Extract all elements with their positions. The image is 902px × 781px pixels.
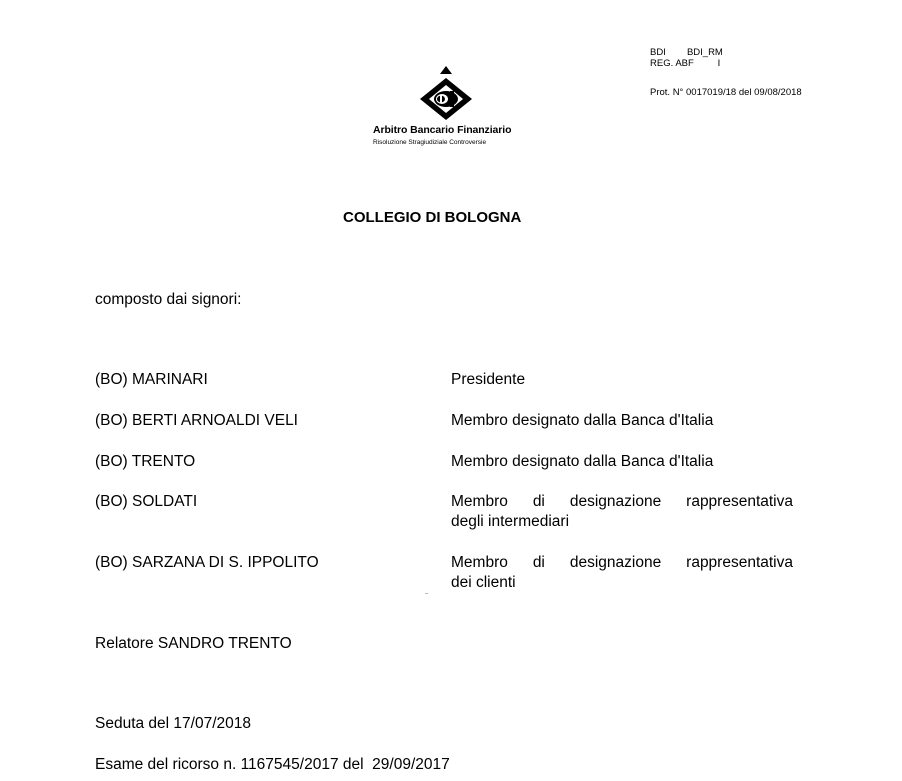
role-word: di [532, 554, 545, 571]
logo-subtitle: Risoluzione Stragiudiziale Controversie [373, 139, 487, 146]
role-word: Membro [451, 554, 508, 571]
role-line [451, 553, 793, 573]
scan-speck [425, 593, 428, 594]
member-role [451, 553, 793, 593]
role-line: Presidente [451, 371, 526, 388]
member-name: (BO) SARZANA DI S. IPPOLITO [95, 554, 319, 571]
role-word: rappresentativa [686, 554, 793, 571]
reg-abf-line: REG. ABF I [650, 58, 721, 69]
composed-label: composto dai signori: [95, 291, 242, 308]
member-name: (BO) SOLDATI [95, 493, 198, 510]
role-word: Membro [451, 493, 508, 510]
member-name: (BO) MARINARI [95, 371, 208, 388]
bdi-line: BDI BDI_RM [650, 47, 723, 58]
protocol-number: Prot. N° 0017019/18 del 09/08/2018 [650, 87, 802, 98]
rapporteur: Relatore SANDRO TRENTO [95, 635, 292, 652]
member-role [451, 492, 793, 532]
logo-title: Arbitro Bancario Finanziario [373, 124, 512, 136]
member-role [451, 370, 793, 390]
appeal-examination: Esame del ricorso n. 1167545/2017 del 29/09/2017 [95, 756, 450, 773]
session-date: Seduta del 17/07/2018 [95, 715, 251, 732]
member-role [451, 452, 793, 472]
college-title: COLLEGIO DI BOLOGNA [343, 209, 522, 226]
member-name: (BO) BERTI ARNOALDI VELI [95, 412, 298, 429]
role-line: Membro designato dalla Banca d'Italia [451, 453, 714, 470]
abf-logo-icon [406, 66, 486, 126]
role-word: designazione [569, 554, 662, 571]
role-word: di [532, 493, 545, 510]
role-line [451, 492, 793, 512]
role-line: degli intermediari [451, 513, 570, 530]
member-role [451, 411, 793, 431]
role-word: rappresentativa [686, 493, 793, 510]
role-line: Membro designato dalla Banca d'Italia [451, 412, 714, 429]
role-word: designazione [569, 493, 662, 510]
role-line: dei clienti [451, 574, 516, 591]
member-name: (BO) TRENTO [95, 453, 196, 470]
